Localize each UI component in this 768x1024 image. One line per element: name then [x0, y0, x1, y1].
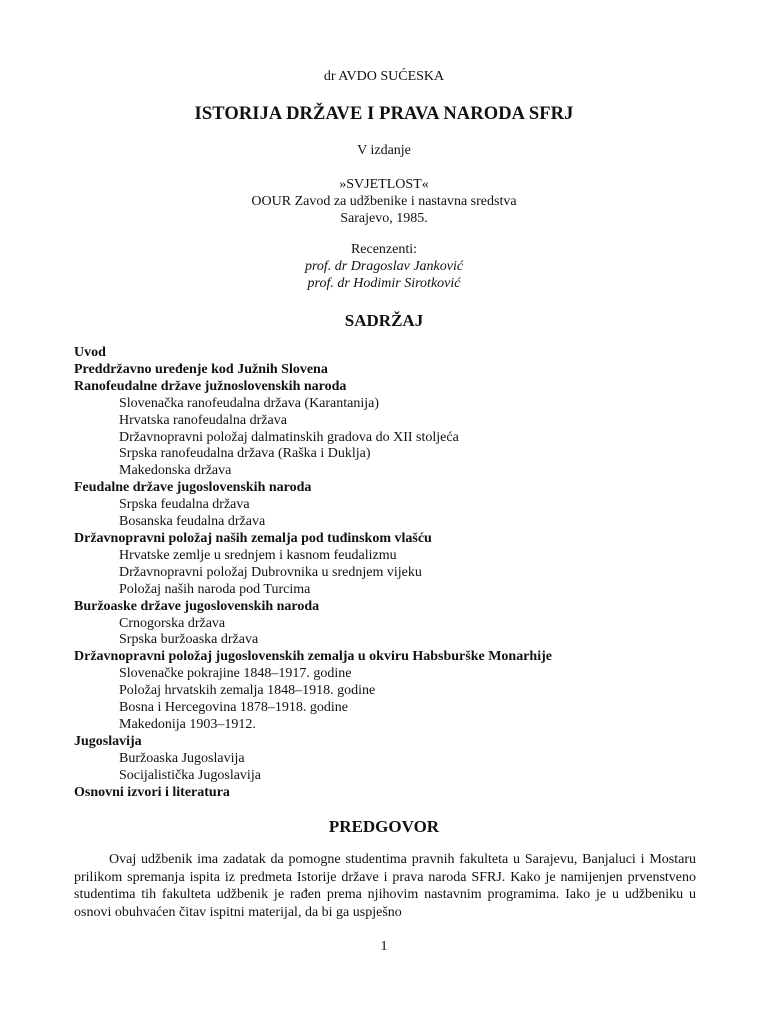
preface-paragraph: Ovaj udžbenik ima zadatak da pomogne studentima pravnih fakulteta u Sarajevu, Banjaluci i Mostaru prilikom spremanja ispita iz predmeta Istorije države i prava naroda SFRJ. Kako je namijenjen prvenstveno studentima tih fakulteta udžbenik je rađen prema njihovim nastavnim programima. Iako je u udžbeniku u osnovi obuhvaćen čitav ispitni materijal, da bi ga uspješno — [74, 852, 696, 920]
toc-subsection-entry: Bosna i Hercegovina 1878–1918. godine — [119, 700, 349, 716]
toc-subsection-entry: Makedonija 1903–1912. — [119, 716, 256, 732]
toc-subsection-entry: Slovenačka ranofeudalna država (Karantanija) — [119, 395, 380, 411]
toc-section-entry: Osnovni izvori i literatura — [74, 784, 230, 800]
toc-subsection-entry: Položaj hrvatskih zemalja 1848–1918. godine — [119, 683, 376, 699]
page-number: 1 — [380, 939, 388, 954]
toc-section-entry: Feudalne države jugoslovenskih naroda — [74, 480, 312, 496]
toc-subsection-entry: Bosanska feudalna država — [119, 514, 266, 530]
toc-section-entry: Buržoaske države jugoslovenskih naroda — [74, 598, 320, 614]
toc-heading: SADRŽAJ — [344, 311, 424, 330]
publisher-block — [0, 176, 768, 227]
reviewer-name: prof. dr Dragoslav Janković — [304, 259, 464, 274]
toc-section-entry: Ranofeudalne države južnoslovenskih naroda — [74, 378, 347, 394]
publisher-place: Sarajevo, 1985. — [340, 211, 428, 226]
toc-subsection-entry: Buržoaska Jugoslavija — [119, 750, 245, 766]
publisher-org: OOUR Zavod za udžbenike i nastavna sredstva — [251, 194, 517, 209]
toc-subsection-entry: Državnopravni položaj Dubrovnika u srednjem vijeku — [119, 564, 422, 580]
toc-subsection-entry: Hrvatska ranofeudalna država — [119, 412, 287, 428]
publisher-name: »SVJETLOST« — [339, 177, 429, 192]
toc-subsection-entry: Socijalistička Jugoslavija — [119, 767, 261, 783]
toc-subsection-entry: Hrvatske zemlje u srednjem i kasnom feudalizmu — [119, 547, 397, 563]
author: dr AVDO SUĆESKA — [323, 69, 445, 84]
toc-subsection-entry: Položaj naših naroda pod Turcima — [119, 581, 311, 597]
toc-section-entry: Državnopravni položaj naših zemalja pod tuđinskom vlašću — [74, 530, 432, 546]
toc-section-entry: Uvod — [74, 345, 106, 360]
toc-subsection-entry: Srpska ranofeudalna država (Raška i Duklja) — [119, 446, 371, 462]
reviewers-label: Recenzenti: — [350, 242, 418, 257]
table-of-contents — [74, 345, 714, 801]
toc-section-entry: Preddržavno uređenje kod Južnih Slovena — [74, 361, 328, 377]
reviewer-name: prof. dr Hodimir Sirotković — [307, 276, 461, 291]
edition: V izdanje — [357, 143, 411, 158]
toc-subsection-entry: Državnopravni položaj dalmatinskih gradova do XII stoljeća — [119, 429, 459, 445]
toc-subsection-entry: Makedonska država — [119, 463, 232, 479]
toc-subsection-entry: Crnogorska država — [119, 615, 226, 631]
toc-section-entry: Jugoslavija — [74, 733, 142, 749]
toc-subsection-entry: Srpska buržoaska država — [119, 632, 259, 648]
book-title: ISTORIJA DRŽAVE I PRAVA NARODA SFRJ — [194, 104, 574, 124]
toc-subsection-entry: Srpska feudalna država — [119, 497, 250, 513]
reviewers-block — [0, 241, 768, 292]
toc-section-entry: Državnopravni položaj jugoslovenskih zemalja u okviru Habsburške Monarhije — [74, 649, 552, 665]
preface-heading: PREDGOVOR — [328, 817, 440, 836]
toc-subsection-entry: Slovenačke pokrajine 1848–1917. godine — [119, 666, 352, 682]
